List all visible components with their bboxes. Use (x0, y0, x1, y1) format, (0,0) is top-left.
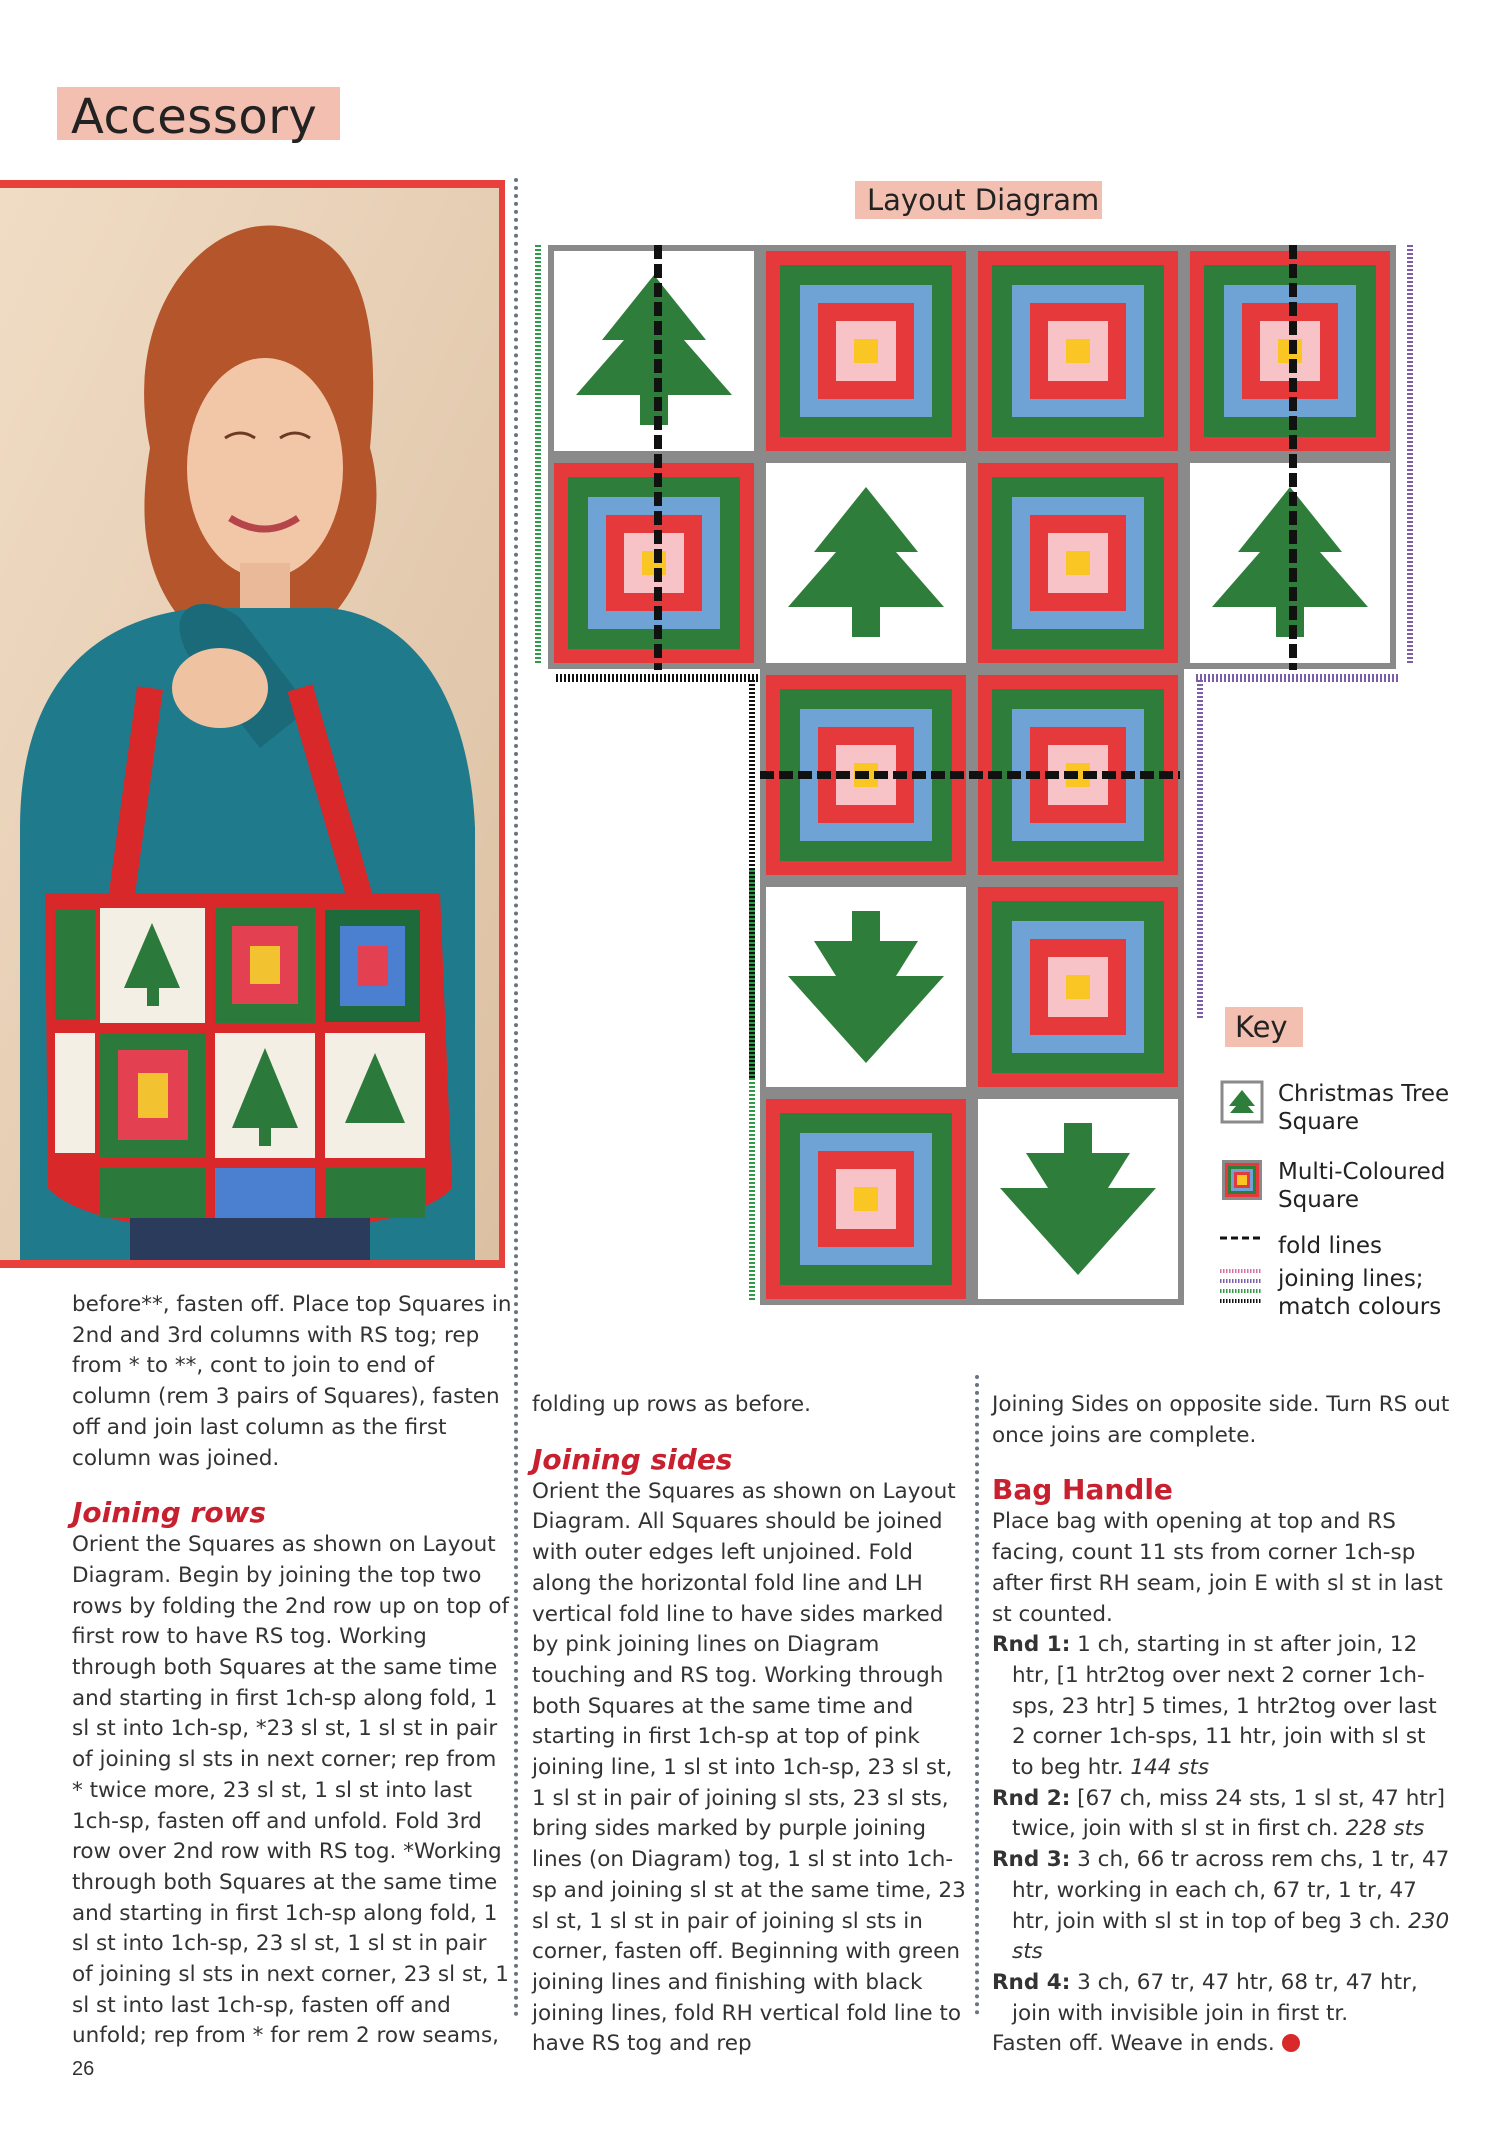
diagram-title: Layout Diagram (867, 183, 1100, 217)
section-tag (57, 87, 340, 145)
multi-square-ring (606, 515, 702, 611)
round-2 (992, 1784, 1452, 1845)
multi-square (760, 669, 972, 881)
col2-paragraph-1: folding up rows as before. (532, 1392, 811, 1417)
multi-square-ring (1048, 533, 1108, 593)
multi-square-ring (978, 887, 1178, 1087)
multi-square-ring (854, 763, 878, 787)
multi-square-ring (1030, 515, 1126, 611)
col3-paragraph-1: Joining Sides on opposite side. Turn RS out once joins are complete. (992, 1392, 1450, 1448)
text-column-2 (532, 1390, 972, 2060)
joining-line-icon (1220, 1271, 1262, 1301)
tree-square-bg (766, 463, 966, 663)
multi-square-ring (1190, 251, 1390, 451)
multi-square-ring (1204, 265, 1376, 437)
round-1-text: 1 ch, starting in st after join, 12 htr, [1 htr2tog over next 2 corner 1ch-sps, 23 htr] 5 times, 1 htr2tog over last 2 corner 1ch-sps, 11 htr, join with sl st to beg htr. (1012, 1632, 1437, 1781)
page-number: 26 (72, 2058, 95, 2080)
round-2-count: 228 sts (1345, 1816, 1425, 1842)
multi-square-ring (642, 551, 666, 575)
multi-square-ring (766, 675, 966, 875)
round-3-count: 230 sts (1012, 1908, 1450, 1965)
multi-square-ring (554, 463, 754, 663)
multi-square-ring (978, 251, 1178, 451)
multi-square-ring (836, 321, 896, 381)
multi-square-ring (568, 477, 740, 649)
tree-shape (576, 275, 732, 425)
tree-shape (1000, 1123, 1156, 1275)
multi-square-ring (800, 709, 932, 841)
tree-square (760, 457, 972, 669)
multi-square-ring (978, 675, 1178, 875)
round-3-label: Rnd 3: (992, 1847, 1071, 1873)
multi-square-ring (1012, 921, 1144, 1053)
col1-paragraph-2: Orient the Squares as shown on Layout Diagram. Begin by joining the top two rows by folding the 2nd row up on top of first row to have RS tog. Working through both Squares at the same time and starting in first 1ch-sp along fold, 1 sl st into 1ch-sp, *23 sl st, 1 sl st in pair of joining sl sts in next corner; rep from * twice more, 23 sl st, 1 sl st into last 1ch-sp, fasten off and unfold. Fold 3rd row over 2nd row with RS tog. *Working through both Squares at the same time and starting in first 1ch-sp along fold, 1 sl st into 1ch-sp, 23 sl st, 1 sl st in pair of joining sl sts in next corner, 23 sl st, 1 sl st into last 1ch-sp, fasten off and unfold; rep from * for rem 2 row seams, (72, 1532, 510, 2049)
col3-paragraph-2: Place bag with opening at top and RS facing, count 11 sts from corner 1ch-sp after first RH seam, join E with sl st in last st counted. (992, 1509, 1443, 1627)
multi-square-ring (992, 477, 1164, 649)
multi-square-ring (1066, 339, 1090, 363)
key-label-multi: Multi-Coloured Square (1278, 1159, 1446, 1213)
multi-square-ring (800, 1133, 932, 1265)
multi-square-ring (1048, 745, 1108, 805)
multi-square-ring (780, 265, 952, 437)
round-4-label: Rnd 4: (992, 1969, 1071, 1995)
heading-joining-sides: Joining sides (532, 1442, 733, 1476)
multi-square-ring (1012, 285, 1144, 417)
multi-square-ring (624, 533, 684, 593)
tree-square-bg (554, 251, 754, 451)
key-title: Key (1235, 1010, 1288, 1044)
round-1-label: Rnd 1: (992, 1632, 1071, 1658)
yarn-ball-icon (1282, 2034, 1300, 2052)
multi-square-ring (1224, 285, 1356, 417)
tree-square-bg (766, 887, 966, 1087)
multi-square-icon (1222, 1160, 1262, 1200)
multi-square (972, 669, 1184, 881)
multi-square-ring (854, 1187, 878, 1211)
round-1 (992, 1630, 1452, 1784)
multi-square-ring (1012, 709, 1144, 841)
key-icons (1220, 1080, 1270, 1310)
multi-square-ring (836, 1169, 896, 1229)
multi-square-ring (836, 745, 896, 805)
tree-shape (788, 487, 944, 637)
multi-square-ring (1066, 975, 1090, 999)
column-divider (514, 178, 518, 2018)
tree-square-bg (1190, 463, 1390, 663)
model-photo (0, 180, 505, 1268)
multi-square (548, 457, 760, 669)
multi-square (972, 457, 1184, 669)
multi-square-ring (1048, 321, 1108, 381)
diagram-title-tag (855, 181, 1102, 219)
multi-square-ring (854, 339, 878, 363)
multi-square-ring (1030, 727, 1126, 823)
col2-paragraph-2: Orient the Squares as shown on Layout Diagram. All Squares should be joined with outer edges left unjoined. Fold along the horizontal fold line and LH vertical fold line to have sides marked by pink joining lines on Diagram touching and RS tog. Working through both Squares at the same time and starting in first 1ch-sp at top of pink joining line, 1 sl st into 1ch-sp, 23 sl st, 1 sl st in pair of joining sl sts, 23 sl sts, bring sides marked by purple joining lines (on Diagram) tog, 1 sl st into 1ch-sp and joining sl st at the same time, 23 sl st, 1 sl st in pair of joining sl sts in corner, fasten off. Beginning with green joining lines and finishing with black joining lines, fold RH vertical fold line to have RS tog and rep (532, 1478, 966, 2057)
multi-square-ring (1066, 551, 1090, 575)
photo-illustration (0, 188, 499, 1260)
multi-square-ring (588, 497, 720, 629)
multi-square-ring (818, 303, 914, 399)
round-2-label: Rnd 2: (992, 1785, 1071, 1811)
tree-square-bg (978, 1099, 1178, 1299)
multi-square (1184, 245, 1396, 457)
multi-square-ring (1066, 763, 1090, 787)
heading-bag-handle: Bag Handle (992, 1473, 1173, 1507)
multi-square-ring (1242, 303, 1338, 399)
multi-square-ring (800, 285, 932, 417)
multi-square-ring (818, 1151, 914, 1247)
multi-square-ring (1260, 321, 1320, 381)
key-label-joining: joining lines; match colours (1278, 1266, 1442, 1320)
tree-square (548, 245, 760, 457)
multi-square-ring (992, 265, 1164, 437)
tree-shape (1212, 487, 1368, 637)
text-column-1 (72, 1290, 512, 2052)
round-3-text: 3 ch, 66 tr across rem chs, 1 tr, 47 htr, working in each ch, 67 tr, 1 tr, 47 htr, join with sl st in top of beg 3 ch. (1012, 1847, 1450, 1934)
column-divider (975, 1375, 979, 2015)
tree-square (1184, 457, 1396, 669)
multi-square-ring (1012, 497, 1144, 629)
text-column-3 (992, 1390, 1452, 2060)
multi-square-ring (992, 689, 1164, 861)
key-label-tree: Christmas Tree Square (1278, 1081, 1450, 1135)
multi-square (972, 245, 1184, 457)
section-title: Accessory (71, 89, 318, 145)
multi-square-ring (766, 251, 966, 451)
key-title-tag (1225, 1007, 1303, 1047)
tree-square-icon (1222, 1082, 1262, 1122)
col3-end-text: Fasten off. Weave in ends. (992, 2031, 1275, 2057)
round-3 (992, 1845, 1452, 1968)
round-2-text: [67 ch, miss 24 sts, 1 sl st, 47 htr] twice, join with sl st in first ch. (1012, 1785, 1445, 1842)
multi-square (760, 1093, 972, 1305)
round-4-text: 3 ch, 67 tr, 47 htr, 68 tr, 47 htr, join with invisible join in first tr. (1012, 1969, 1418, 2026)
multi-square-ring (780, 689, 952, 861)
tree-shape (788, 911, 944, 1063)
col1-paragraph-1: before**, fasten off. Place top Squares in 2nd and 3rd columns with RS tog; rep from * to **, cont to join to end of column (rem 3 pairs of Squares), fasten off and join last column as the first column was joined. (72, 1292, 512, 1471)
multi-square (760, 245, 972, 457)
tree-square (972, 1093, 1184, 1305)
multi-square-ring (1030, 939, 1126, 1035)
heading-joining-rows: Joining rows (72, 1496, 267, 1530)
multi-square-ring (978, 463, 1178, 663)
multi-square-ring (780, 1113, 952, 1285)
multi-square-ring (992, 901, 1164, 1073)
multi-square-ring (1048, 957, 1108, 1017)
key-label-fold: fold lines (1278, 1233, 1382, 1259)
col3-end (992, 2029, 1452, 2060)
tree-square (760, 881, 972, 1093)
multi-square-ring (1030, 303, 1126, 399)
round-1-count: 144 sts (1130, 1755, 1210, 1781)
multi-square (972, 881, 1184, 1093)
round-4 (992, 1968, 1452, 2029)
multi-square-ring (766, 1099, 966, 1299)
multi-square-ring (818, 727, 914, 823)
multi-square-ring (1278, 339, 1302, 363)
